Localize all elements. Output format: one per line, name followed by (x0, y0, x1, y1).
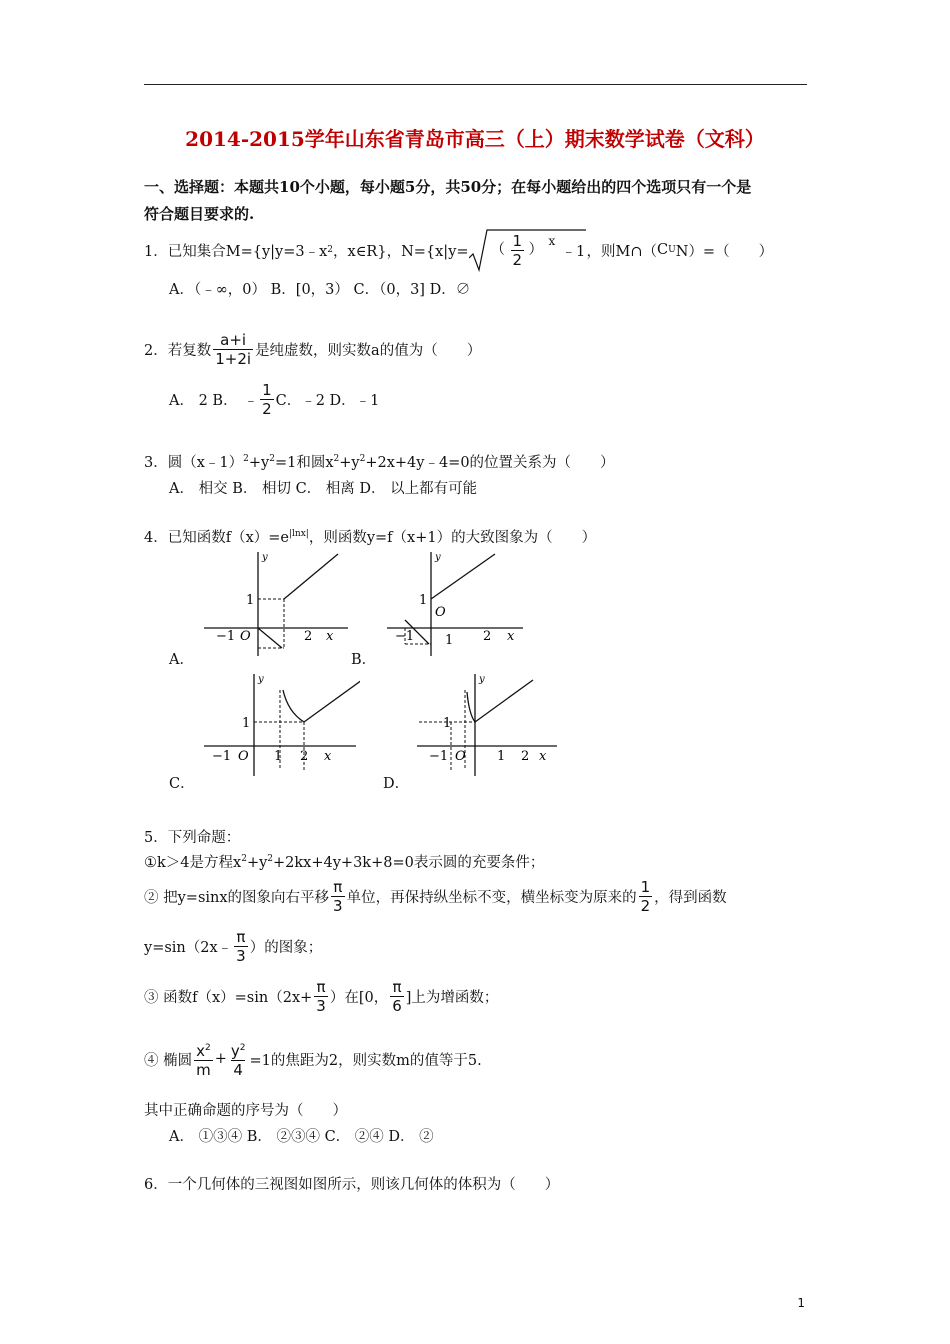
q5-item-4-frac-sup: 2 (205, 1043, 211, 1053)
graph-c-one: 1 (242, 716, 251, 731)
graph-a-neg1: −1 (216, 629, 236, 644)
q5-item-3-fraction-2 (390, 978, 404, 1015)
page-title: 2014-2015学年山东省青岛市高三（上）期末数学试卷（文科） (185, 127, 765, 151)
q5-item-4-frac-den: m (196, 1061, 211, 1079)
graph-d (415, 670, 560, 780)
q3-options: A． 相交 B． 相切 C． 相离 D． 以上都有可能 (169, 481, 478, 497)
q3-sup: 2 (359, 454, 366, 465)
q5-ask: 其中正确命题的序号为（ ） (144, 1103, 347, 1119)
q1-text-mid: ，x∈R}，N={x|y= (333, 243, 469, 260)
q5-item-4-frac2-den: 4 (233, 1061, 243, 1079)
graph-b-origin: O (435, 605, 446, 620)
q5-item-2-frac2-den: 2 (640, 896, 651, 915)
graph-b-two: 2 (483, 629, 492, 644)
q3-sup: 2 (269, 454, 275, 465)
q3-text: 3．圆（x﹣1） (144, 455, 244, 471)
q5-item-3-frac-num: π (316, 977, 326, 996)
q5-item-1-text: +y (246, 855, 268, 871)
q1-paren-close: ） (528, 242, 544, 258)
q5-item-4-plus: + (214, 1051, 227, 1067)
q5-item-3-text-mid: ）在[0， (329, 989, 389, 1006)
q5-item-2b-frac-den: 3 (236, 946, 246, 965)
question-1 (144, 228, 773, 272)
q1-complement: C (657, 242, 669, 258)
section-heading: 一、选择题：本题共10个小题，每小题5分，共50分；在每小题给出的四个选项只有一个是 (144, 178, 752, 196)
sqrt-radical (469, 228, 587, 272)
graph-b-y-label: y (435, 552, 441, 563)
graph-c (200, 670, 360, 780)
q2-fraction (213, 331, 253, 368)
graph-d-x-label: x (539, 749, 547, 764)
q4-option-c: C． (169, 776, 195, 792)
q1-text-end: N）=（ ） (675, 243, 774, 260)
q2-text-post: 是纯虚数，则实数a的值为（ ） (255, 342, 482, 359)
question-2 (144, 328, 481, 370)
q5-item-3 (144, 974, 498, 1018)
question-3 (144, 451, 615, 472)
q3-text: +y (339, 455, 360, 471)
section-heading-cont: 符合题目要求的. (144, 205, 255, 223)
graph-d-y-label: y (479, 674, 485, 685)
graph-d-one: 1 (443, 716, 452, 731)
graph-c-y-label: y (258, 674, 264, 685)
q1-frac-den: 2 (512, 251, 523, 269)
graph-d-two: 2 (521, 749, 530, 764)
q2-text: 2．若复数 (144, 342, 212, 359)
q5-item-2 (144, 874, 727, 918)
graph-c-one-x: 1 (274, 749, 283, 764)
graph-c-two: 2 (300, 749, 309, 764)
graph-b-x-label: x (507, 629, 515, 644)
q5-item-2-fraction (331, 878, 345, 915)
q4-option-d: D． (383, 776, 410, 792)
q4-option-a: A． (169, 652, 194, 668)
q1-text-post: ，则M∩（ (586, 243, 658, 260)
q5-item-2-cont (144, 924, 322, 968)
q5-item-3-text-post: ]上为增函数； (405, 989, 499, 1006)
q5-item-2-frac2-num: 1 (640, 877, 651, 896)
q4-sup: |lnx| (289, 529, 309, 540)
q3-text: =1和圆x (274, 455, 334, 471)
q5-item-3-frac2-num: π (392, 977, 402, 996)
q4-text: 4．已知函数f（x）=e (144, 530, 289, 546)
q5-item-2b-text-post: ）的图象； (249, 939, 323, 956)
q1-options: A．（﹣∞，0） B．[0，3） C．（0，3] D．∅ (169, 282, 471, 298)
question-6: 6．一个几何体的三视图如图所示，则该几何体的体积为（ ） (144, 1177, 560, 1193)
q5-item-4-fraction-2 (229, 1039, 248, 1079)
q1-complement-sub: U (668, 245, 676, 255)
q5-item-2-frac-den: 3 (333, 896, 343, 915)
q5-item-2b-text: y=sin（2x﹣ (144, 939, 233, 956)
q2-option-b-sign: ﹣ (243, 392, 259, 409)
graph-b-one-x: 1 (445, 633, 454, 648)
q3-text-post: +2x+4y﹣4=0的位置关系为（ ） (365, 455, 615, 471)
q1-minus-one: ﹣1 (561, 244, 586, 260)
graph-a-origin: O (240, 629, 251, 644)
q5-item-2b-fraction (234, 928, 248, 965)
q5-item-1-text: ①k＞4是方程x (144, 855, 242, 871)
q1-exponent: x (548, 234, 556, 248)
graph-a-y-label: y (262, 552, 268, 563)
graph-a-x-label: x (326, 629, 334, 644)
q1-frac-num: 1 (512, 232, 523, 250)
q5-item-2-text-mid: 单位，再保持纵坐标不变，横坐标变为原来的 (346, 889, 637, 906)
q5-item-4 (144, 1036, 482, 1082)
graph-c-origin: O (238, 749, 249, 764)
q2-frac-num: a+i (220, 330, 247, 349)
q1-text: 1．已知集合M={y|y=3﹣x (144, 243, 328, 260)
q5-item-1-text: +2kx+4y+3k+8=0表示圆的充要条件； (273, 855, 545, 871)
q5-item-4-frac2-num: y (230, 1042, 240, 1060)
header-rule (144, 84, 807, 85)
graph-a (200, 548, 350, 660)
page-number: 1 (797, 1296, 805, 1310)
q2-option-a: A． 2 B． (169, 392, 238, 409)
q5-item-3-fraction (314, 978, 328, 1015)
graph-b-one: 1 (419, 593, 428, 608)
q2-frac-den: 1+2i (215, 349, 252, 368)
q2-option-b-num: 1 (262, 380, 272, 399)
graph-b (385, 548, 525, 660)
graph-a-one: 1 (246, 593, 255, 608)
graph-d-neg1: −1 (429, 749, 449, 764)
q5-item-3-frac2-den: 6 (392, 996, 402, 1015)
q5-options: A． ①③④ B． ②③④ C． ②④ D． ② (169, 1129, 434, 1145)
question-5: 5．下列命题： (144, 830, 241, 846)
q5-item-4-text: ④ 椭圆 (144, 1052, 193, 1069)
q2-option-b-den: 2 (262, 399, 272, 418)
graph-c-x-label: x (324, 749, 332, 764)
q4-option-b: B． (351, 652, 377, 668)
graph-c-neg1: −1 (212, 749, 232, 764)
q4-text-post: ，则函数y=f（x+1）的大致图象为（ ） (308, 530, 597, 546)
q3-text: +y (248, 455, 270, 471)
q5-item-2b-frac-num: π (236, 927, 246, 946)
q1-sup: 2 (327, 245, 334, 255)
graph-d-one-x: 1 (497, 749, 506, 764)
q5-item-4-text-post: =1的焦距为2，则实数m的值等于5. (249, 1052, 482, 1069)
q3-sup: 2 (333, 454, 340, 465)
q1-fraction (511, 232, 525, 269)
graph-d-origin: O (455, 749, 466, 764)
q5-item-1-sup: 2 (267, 854, 274, 865)
q2-option-rest: C．﹣2 D．﹣1 (275, 392, 380, 409)
q5-item-2-text: ② 把y=sinx的图象向右平移 (144, 889, 330, 906)
q5-item-3-text: ③ 函数f（x）=sin（2x+ (144, 989, 313, 1006)
q5-item-1 (144, 851, 544, 872)
question-4 (144, 526, 596, 547)
q5-item-2-text-post: ，得到函数 (654, 889, 727, 906)
q5-item-2-fraction-2 (639, 878, 653, 915)
q5-item-4-frac2-sup: 2 (239, 1043, 246, 1053)
q5-item-3-frac-den: 3 (316, 996, 326, 1015)
q2-options (169, 378, 379, 420)
q5-item-4-fraction (194, 1039, 213, 1079)
q5-item-1-sup: 2 (241, 854, 247, 865)
q3-sup: 2 (243, 454, 249, 465)
graph-a-two: 2 (304, 629, 313, 644)
q1-paren-open: （ (490, 242, 506, 258)
q5-item-4-frac-num: x (196, 1042, 205, 1060)
q2-option-b-fraction (260, 381, 274, 418)
graph-b-neg1: −1 (395, 629, 415, 644)
q5-item-2-frac-num: π (333, 877, 343, 896)
